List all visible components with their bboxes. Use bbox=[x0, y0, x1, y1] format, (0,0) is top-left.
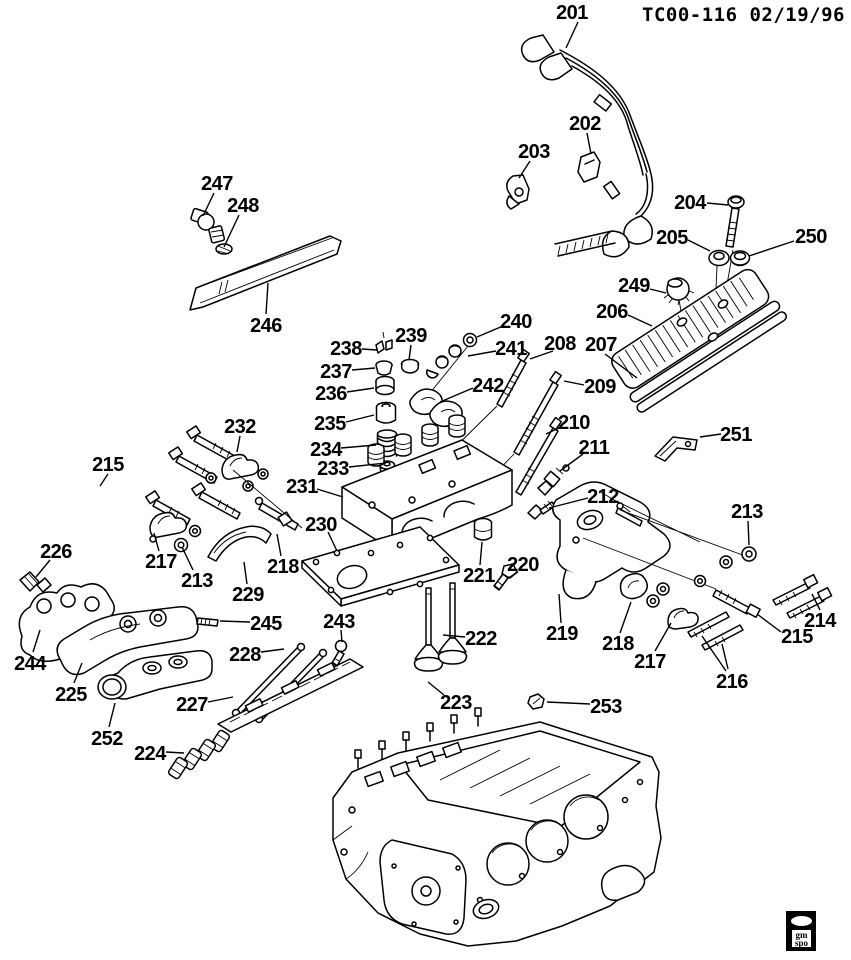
callout-label-235-20: 235 bbox=[314, 413, 346, 435]
leader-line-213 bbox=[182, 547, 193, 570]
callout-label-230-32: 230 bbox=[305, 514, 337, 536]
callout-label-204-3: 204 bbox=[674, 192, 706, 214]
leader-line-213 bbox=[748, 521, 749, 545]
valve-keepers-238-art bbox=[376, 332, 392, 353]
callout-label-227-51: 227 bbox=[176, 694, 208, 716]
callout-label-231-26: 231 bbox=[286, 476, 318, 498]
callout-label-202-1: 202 bbox=[569, 113, 601, 135]
leader-line-222 bbox=[443, 635, 465, 637]
leader-line-239 bbox=[409, 345, 411, 360]
callout-label-210-23: 210 bbox=[558, 412, 590, 434]
callout-label-252-53: 252 bbox=[91, 728, 123, 750]
leader-line-202 bbox=[587, 133, 591, 154]
leader-line-245 bbox=[220, 621, 250, 622]
callout-label-236-18: 236 bbox=[315, 383, 347, 405]
callout-label-217-42: 217 bbox=[634, 651, 666, 673]
sensor-211-art bbox=[538, 465, 569, 495]
valves-222-223-art bbox=[415, 583, 467, 671]
callout-label-224-54: 224 bbox=[134, 743, 166, 765]
drawing-title: TC00-116 02/19/96 bbox=[642, 4, 845, 26]
leader-line-247 bbox=[203, 193, 214, 216]
wire-clip-202-art bbox=[578, 152, 600, 182]
leader-line-228 bbox=[261, 649, 284, 652]
callout-label-245-46: 245 bbox=[250, 613, 282, 635]
leader-line-201 bbox=[566, 22, 578, 48]
callout-label-250-5: 250 bbox=[795, 226, 827, 248]
leader-line-231 bbox=[317, 489, 343, 497]
leader-line-236 bbox=[347, 388, 374, 392]
bracket-251-art bbox=[655, 437, 697, 461]
callout-label-244-49: 244 bbox=[14, 653, 46, 675]
callout-label-253-56: 253 bbox=[590, 696, 622, 718]
leader-line-219 bbox=[559, 594, 561, 623]
lifter-221-art bbox=[475, 519, 492, 541]
sensor-226-art bbox=[20, 572, 51, 592]
pivot-balls-241-art bbox=[427, 345, 468, 393]
leader-line-218 bbox=[277, 534, 281, 556]
clamp-217-right-art bbox=[668, 609, 698, 630]
callout-label-222-48: 222 bbox=[465, 628, 497, 650]
callout-label-240-13: 240 bbox=[500, 311, 532, 333]
callout-label-205-4: 205 bbox=[656, 227, 688, 249]
block-boss-art bbox=[602, 865, 645, 900]
clamp-218-right-art bbox=[621, 574, 648, 599]
rocker-nut-240-art bbox=[464, 334, 477, 347]
retainer-237-art bbox=[376, 361, 392, 375]
leader-line-253 bbox=[547, 702, 590, 704]
callout-label-207-16: 207 bbox=[585, 334, 617, 356]
leader-line-224 bbox=[166, 752, 184, 753]
leader-line-206 bbox=[628, 315, 652, 326]
logo-text-box bbox=[791, 929, 812, 948]
exhaust-clamp-232-art bbox=[222, 455, 258, 480]
callout-label-219-40: 219 bbox=[546, 623, 578, 645]
sensor-247-248-art bbox=[190, 208, 232, 254]
gm-spo-logo bbox=[786, 911, 816, 951]
callout-label-251-27: 251 bbox=[720, 424, 752, 446]
callout-label-228-52: 228 bbox=[229, 644, 261, 666]
callout-label-221-38: 221 bbox=[463, 565, 495, 587]
heat-shield-229-art bbox=[208, 526, 271, 561]
stud-245-art bbox=[197, 618, 218, 626]
valve-lifters-224-art bbox=[168, 729, 231, 779]
callout-label-215-31: 215 bbox=[92, 454, 124, 476]
callout-label-201-0: 201 bbox=[556, 2, 588, 24]
leader-line-249 bbox=[650, 289, 666, 293]
leader-line-229 bbox=[244, 562, 247, 584]
leader-line-242 bbox=[440, 388, 473, 402]
leader-line-250 bbox=[749, 241, 794, 256]
leader-line-221 bbox=[480, 542, 482, 565]
callout-label-237-17: 237 bbox=[320, 361, 352, 383]
callout-label-249-6: 249 bbox=[618, 275, 650, 297]
wire-clip-203-art bbox=[507, 175, 529, 209]
leader-line-205 bbox=[688, 240, 710, 251]
callout-label-203-2: 203 bbox=[518, 141, 550, 163]
leader-line-227 bbox=[208, 697, 233, 702]
callout-label-220-37: 220 bbox=[507, 554, 539, 576]
head-gasket-230-art bbox=[302, 527, 459, 606]
leader-line-238 bbox=[362, 349, 377, 350]
callout-label-216-43: 216 bbox=[716, 671, 748, 693]
callout-label-248-10: 248 bbox=[227, 195, 259, 217]
leader-line-241 bbox=[468, 351, 496, 356]
leader-line-215 bbox=[757, 614, 781, 632]
leader-line-235 bbox=[346, 415, 374, 422]
engine-block-art bbox=[333, 708, 661, 946]
callout-label-206-7: 206 bbox=[596, 301, 628, 323]
callout-label-225-50: 225 bbox=[55, 684, 87, 706]
exhaust-manifold-252-art bbox=[98, 651, 212, 699]
callout-label-238-12: 238 bbox=[330, 338, 362, 360]
callout-label-243-47: 243 bbox=[323, 611, 355, 633]
callout-label-229-39: 229 bbox=[232, 584, 264, 606]
callout-label-234-22: 234 bbox=[310, 439, 342, 461]
callout-label-213-30: 213 bbox=[731, 501, 763, 523]
callout-label-233-24: 233 bbox=[317, 458, 349, 480]
leader-line-209 bbox=[564, 381, 584, 385]
callout-label-218-41: 218 bbox=[602, 633, 634, 655]
callout-label-247-9: 247 bbox=[201, 173, 233, 195]
callout-label-217-34: 217 bbox=[145, 551, 177, 573]
lifter-guide-227-art bbox=[218, 659, 363, 732]
bolt-212-art bbox=[528, 501, 555, 519]
washer-213-right-art bbox=[720, 547, 756, 568]
logo-line2: spo bbox=[794, 938, 808, 948]
logo-oval bbox=[791, 916, 812, 926]
heat-shield-246-art bbox=[190, 236, 341, 310]
leader-line-203 bbox=[519, 161, 530, 178]
leader-line-204 bbox=[707, 203, 728, 205]
rotator-236-art bbox=[376, 377, 394, 395]
callout-label-242-19: 242 bbox=[472, 375, 504, 397]
leader-line-251 bbox=[700, 434, 721, 437]
leader-line-252 bbox=[109, 703, 115, 727]
callout-label-208-15: 208 bbox=[544, 333, 576, 355]
leader-line-218 bbox=[620, 602, 631, 633]
bolt-215-right-art bbox=[713, 590, 760, 617]
plug-253-art bbox=[528, 694, 544, 709]
callout-label-241-14: 241 bbox=[495, 338, 527, 360]
callout-label-213-35: 213 bbox=[181, 570, 213, 592]
callout-label-211-25: 211 bbox=[578, 437, 610, 459]
callout-label-246-8: 246 bbox=[250, 315, 282, 337]
logo-line1: gm bbox=[795, 930, 808, 940]
leader-line-232 bbox=[237, 436, 240, 452]
callout-label-223-55: 223 bbox=[440, 692, 472, 714]
grommet-250-art bbox=[731, 251, 750, 266]
callout-label-218-36: 218 bbox=[267, 556, 299, 578]
callout-label-214-45: 214 bbox=[804, 610, 836, 632]
callout-label-215-44: 215 bbox=[781, 626, 813, 648]
callout-label-239-11: 239 bbox=[395, 325, 427, 347]
spring-shield-235-art bbox=[377, 403, 396, 424]
spring-cap-239-art bbox=[402, 360, 419, 374]
callout-label-212-29: 212 bbox=[587, 486, 619, 508]
leader-line-248 bbox=[224, 215, 239, 247]
leader-line-246 bbox=[266, 283, 268, 314]
washers-right-art bbox=[647, 576, 706, 608]
callout-label-209-21: 209 bbox=[584, 376, 616, 398]
leader-line-217 bbox=[655, 623, 671, 651]
callout-label-232-28: 232 bbox=[224, 416, 256, 438]
callout-label-226-33: 226 bbox=[40, 541, 72, 563]
leader-line-237 bbox=[352, 368, 375, 370]
